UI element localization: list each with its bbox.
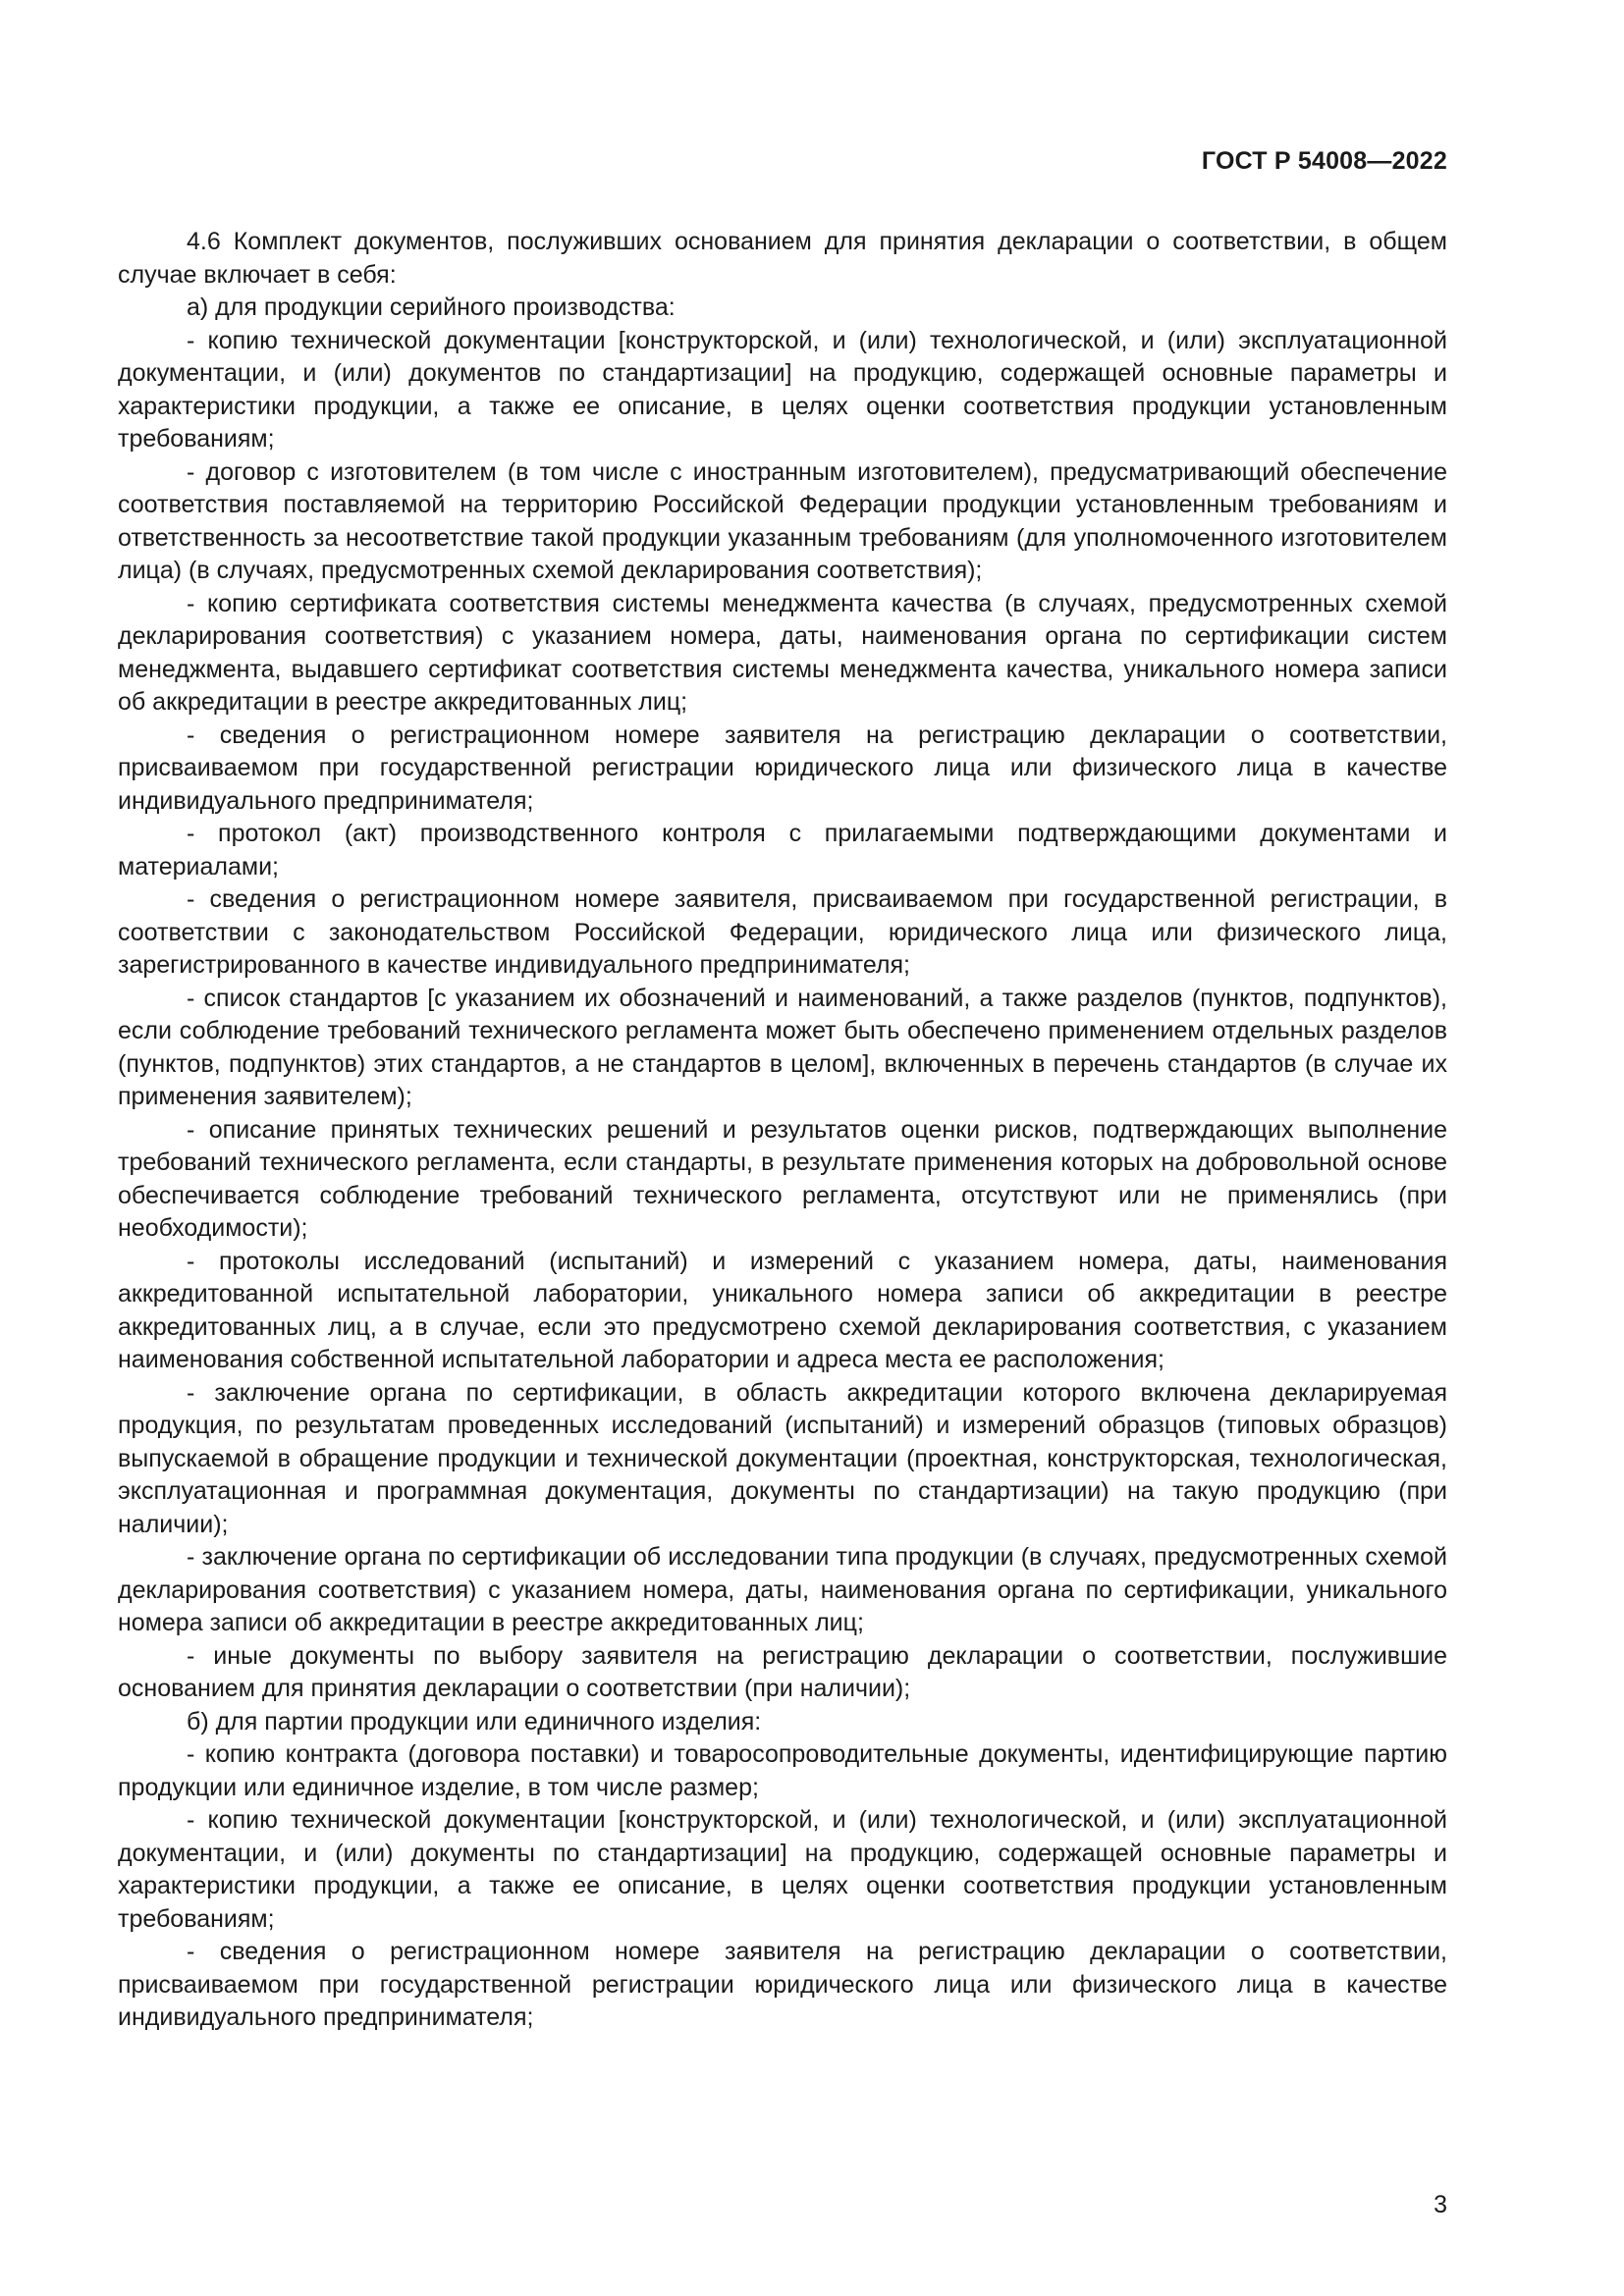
list-item: - копию контракта (договора поставки) и товаросопроводительные документы, идентифицирующие партию продукции или единичное изделие, в том числе размер; [118, 1740, 1447, 1801]
list-item: - описание принятых технических решений и результатов оценки рисков, подтверждающих выполнение требований технического регламента, если стандарты, в результате применения которых на добровольной основе обеспечивается соблюдение требований технического регламента, отсутствуют или не применялись (при необходимости); [118, 1115, 1447, 1242]
list-item: - иные документы по выбору заявителя на регистрацию декларации о соответствии, послужившие основанием для принятия декларации о соответствии (при наличии); [118, 1641, 1447, 1702]
list-item: - копию сертификата соответствия системы менеджмента качества (в случаях, предусмотренных схемой декларирования соответствия) с указанием номера, даты, наименования органа по сертификации систем менеджмента, выдавшего сертификат соответствия системы менеджмента качества, уникального номера записи об аккредитации в реестре аккредитованных лиц; [118, 589, 1447, 716]
list-item: - заключение органа по сертификации об исследовании типа продукции (в случаях, предусмотренных схемой декларирования соответствия) с указанием номера, даты, наименования органа по сертификации, уникального номера записи об аккредитации в реестре аккредитованных лиц; [118, 1543, 1447, 1636]
list-item: - копию технической документации [конструкторской, и (или) технологической, и (или) эксплуатационной документации, и (или) документы по стандартизации] на продукцию, содержащей основные параметры и характеристики продукции, а также ее описание, в целях оценки соответствия продукции установленным требованиям; [118, 1806, 1447, 1933]
page-number: 3 [1434, 2191, 1447, 2218]
list-item: - сведения о регистрационном номере заявителя на регистрацию декларации о соответствии, присваиваемом при государственной регистрации юридического лица или физического лица в качестве индивидуального предпринимателя; [118, 1938, 1447, 2031]
list-item: - список стандартов [с указанием их обозначений и наименований, а также разделов (пунктов, подпунктов), если соблюдение требований технического регламента может быть обеспечено применением отдельных разделов (пунктов, подпунктов) этих стандартов, а не стандартов в целом], включенных в перечень стандартов (в случае их применения заявителем); [118, 984, 1447, 1110]
list-item: - протокол (акт) производственного контроля с прилагаемыми подтверждающими документами и материалами; [118, 820, 1447, 881]
list-item: - копию технической документации [конструкторской, и (или) технологической, и (или) эксплуатационной документации, и (или) документов по стандартизации] на продукцию, содержащей основные параметры и характеристики продукции, а также ее описание, в целях оценки соответствия продукции установленным требованиям; [118, 326, 1447, 453]
subsection-b-heading: б) для партии продукции или единичного изделия: [187, 1707, 762, 1735]
list-item: - сведения о регистрационном номере заявителя на регистрацию декларации о соответствии, присваиваемом при государственной регистрации юридического лица или физического лица в качестве индивидуального предпринимателя; [118, 721, 1447, 815]
document-body [118, 226, 1447, 2035]
subsection-a-heading: а) для продукции серийного производства: [187, 294, 676, 321]
list-item: - заключение органа по сертификации, в область аккредитации которого включена декларируемая продукция, по результатам проведенных исследований (испытаний) и измерений образцов (типовых образцов) выпускаемой в обращение продукции и технической документации (проектная, конструкторская, технологическая, эксплуатационная и программная документация, документы по стандартизации) на такую продукцию (при наличии); [118, 1378, 1447, 1538]
list-item: - сведения о регистрационном номере заявителя, присваиваемом при государственной регистрации, в соответствии с законодательством Российской Федерации, юридического лица или физического лица, зарегистрированного в качестве индивидуального предпринимателя; [118, 885, 1447, 979]
paragraph-4-6-intro: 4.6 Комплект документов, послуживших основанием для принятия декларации о соответствии, в общем случае включает в себя: [118, 228, 1447, 289]
list-item: - протоколы исследований (испытаний) и измерений с указанием номера, даты, наименования аккредитованной испытательной лаборатории, уникального номера записи об аккредитации в реестре аккредитованных лиц, а в случае, если это предусмотрено схемой декларирования соответствия, с указанием наименования собственной испытательной лаборатории и адреса места ее расположения; [118, 1247, 1447, 1373]
list-item: - договор с изготовителем (в том числе с иностранным изготовителем), предусматривающий обеспечение соответствия поставляемой на территорию Российской Федерации продукции установленным требованиям и ответственность за несоответствие такой продукции указанным требованиям (для уполномоченного изготовителем лица) (в случаях, предусмотренных схемой декларирования соответствия); [118, 457, 1447, 584]
document-code-header: ГОСТ Р 54008—2022 [1201, 147, 1447, 175]
